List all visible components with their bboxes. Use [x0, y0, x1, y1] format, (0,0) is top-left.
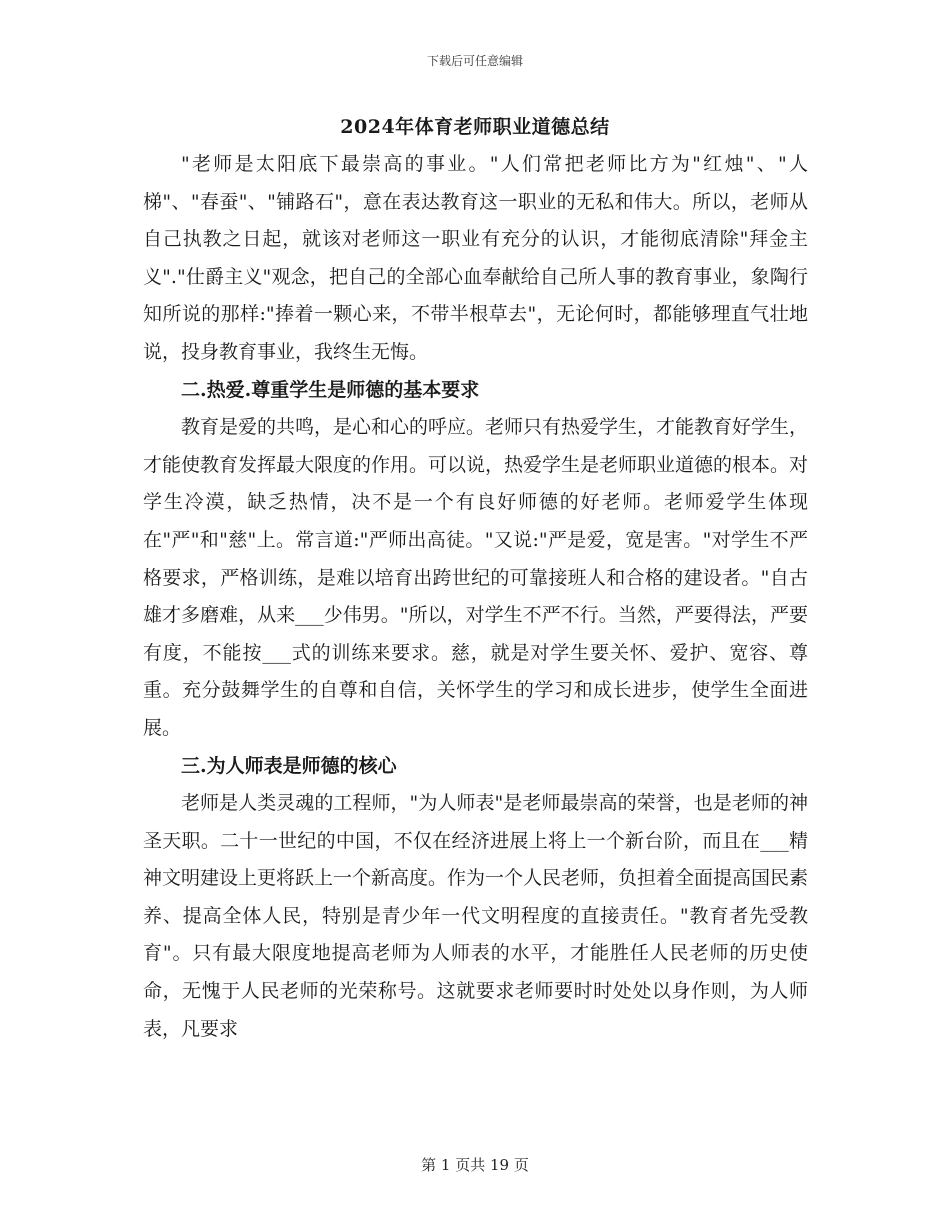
document-body	[143, 146, 808, 1048]
paragraph-section-2: 教育是爱的共鸣，是心和心的呼应。老师只有热爱学生，才能教育好学生，才能使教育发挥最大限度的作用。可以说，热爱学生是老师职业道德的根本。对学生冷漠，缺乏热情，决不是一个有良好师德的好老师。老师爱学生体现在"严"和"慈"上。常言道:"严师出高徒。"又说:"严是爱，宽是害。"对学生不严格要求，严格训练，是难以培育出跨世纪的可靠接班人和合格的建设者。"自古雄才多磨难，从来___少伟男。"所以，对学生不严不行。当然，严要得法，严要有度，不能按___式的训练来要求。慈，就是对学生要关怀、爱护、宽容、尊重。充分鼓舞学生的自尊和自信，关怀学生的学习和成长进步，使学生全面进展。	[143, 416, 809, 739]
paragraph-section-3: 老师是人类灵魂的工程师，"为人师表"是老师最崇高的荣誉，也是老师的神圣天职。二十一世纪的中国，不仅在经济进展上将上一个新台阶，而且在___精神文明建设上更将跃上一个新高度。作为一个人民老师，负担着全面提高国民素养、提高全体人民，特别是青少年一代文明程度的直接责任。"教育者先受教育"。只有最大限度地提高老师为人师表的水平，才能胜任人民老师的历史使命，无愧于人民老师的光荣称号。这就要求老师要时时处处以身作则，为人师表，凡要求	[143, 792, 809, 1040]
section-heading-3: 三.为人师表是师德的核心	[181, 754, 397, 777]
section-heading-2: 二.热爱.尊重学生是师德的基本要求	[181, 378, 480, 401]
page-number-footer: 第 1 页共 19 页	[421, 1156, 529, 1174]
document-title: 2024年体育老师职业道德总结	[340, 116, 610, 138]
paragraph-intro: "老师是太阳底下最崇高的事业。"人们常把老师比方为"红烛"、"人梯"、"春蚕"、"铺路石"，意在表达教育这一职业的无私和伟大。所以，老师从自己执教之日起，就该对老师这一职业有充分的认识，才能彻底清除"拜金主义"."仕爵主义"观念，把自己的全部心血奉献给自己所人事的教育事业，象陶行知所说的那样:"捧着一颗心来，不带半根草去"，无论何时，都能够理直气壮地说，投身教育事业，我终生无悔。	[143, 153, 808, 363]
header-note: 下载后可任意编辑	[426, 54, 523, 68]
